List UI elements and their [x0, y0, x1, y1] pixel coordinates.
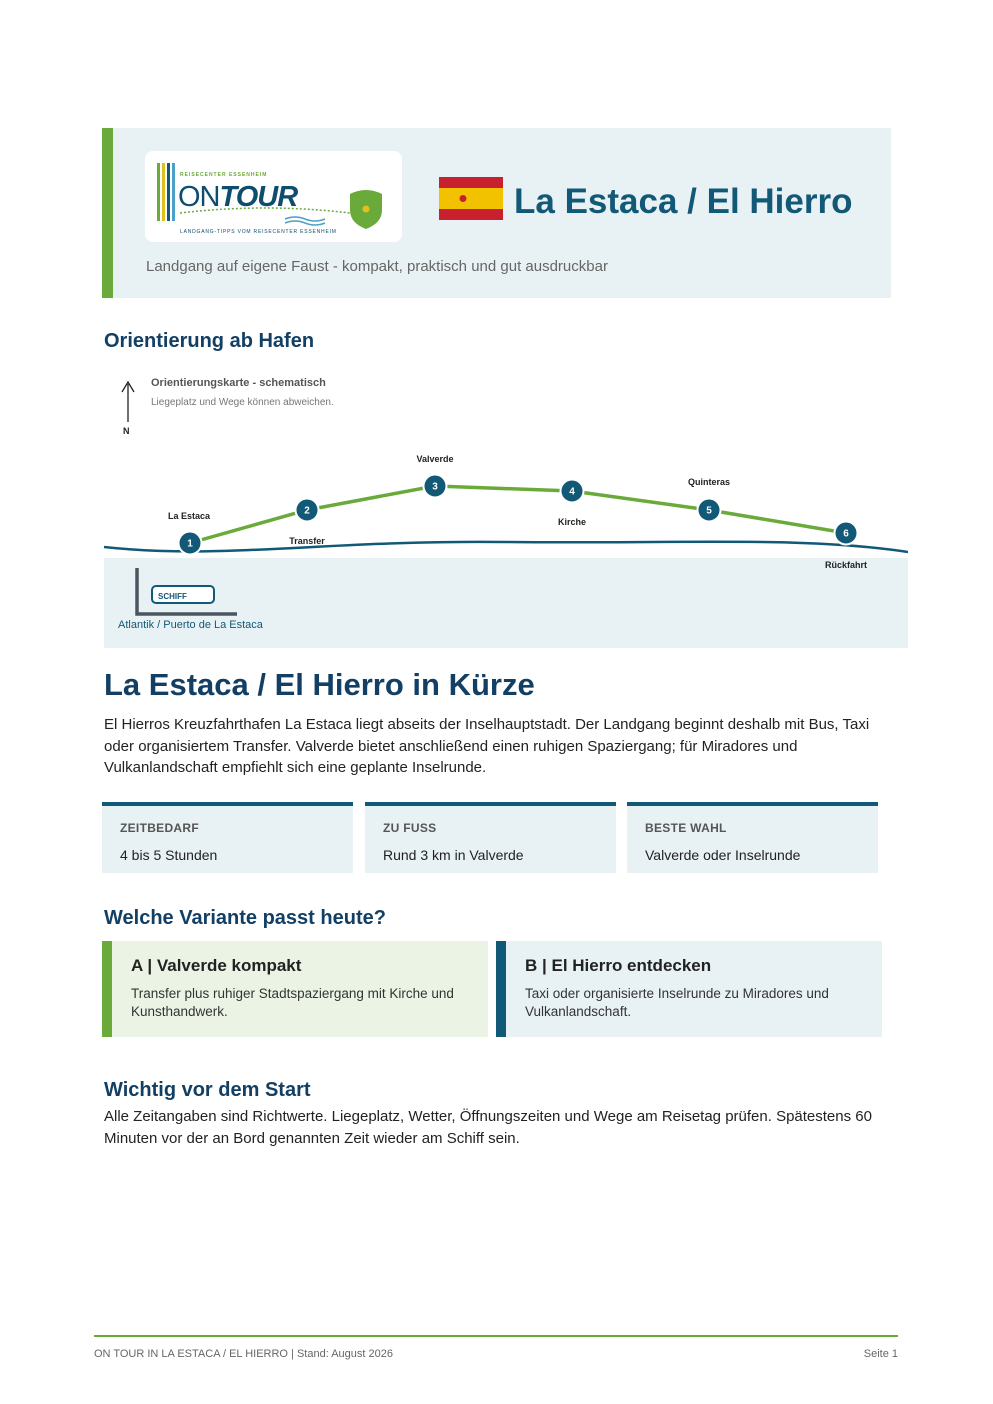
stop-label-4: Kirche — [557, 517, 587, 527]
info-card-time — [102, 802, 353, 873]
variants-heading: Welche Variante passt heute? — [104, 907, 386, 929]
svg-text:5: 5 — [706, 505, 712, 517]
svg-text:4: 4 — [569, 486, 575, 498]
orientation-heading: Orientierung ab Hafen — [104, 330, 315, 352]
spain-flag-icon — [439, 177, 503, 220]
ship-marker: SCHIFF — [151, 585, 215, 604]
svg-text:2: 2 — [304, 505, 310, 517]
footer-left: ON TOUR IN LA ESTACA / EL HIERRO | Stand: August 2026 — [94, 1348, 393, 1360]
header-accent-bar — [102, 128, 113, 298]
harbor-label: Atlantik / Puerto de La Estaca — [118, 619, 263, 631]
stop-marker-4 — [561, 480, 584, 503]
svg-text:6: 6 — [843, 528, 849, 540]
stop-label-2: Transfer — [289, 536, 325, 546]
info-card-best-choice — [627, 802, 878, 873]
orientation-map — [104, 370, 908, 650]
card-label: ZU FUSS — [383, 821, 437, 835]
card-value: Rund 3 km in Valverde — [383, 847, 524, 863]
map-note: Liegeplatz und Wege können abweichen. — [151, 397, 334, 408]
page-subtitle: Landgang auf eigene Faust - kompakt, praktisch und gut ausdruckbar — [146, 258, 608, 275]
card-label: ZEITBEDARF — [120, 821, 199, 835]
summary-title: La Estaca / El Hierro in Kürze — [104, 667, 535, 702]
logo-bottom-line: LANDGANG-TIPPS VOM REISECENTER ESSENHEIM — [180, 229, 337, 235]
stop-label-6: Rückfahrt — [824, 560, 868, 570]
logo-top-line: REISECENTER ESSENHEIM — [180, 172, 268, 178]
stop-marker-3 — [424, 475, 447, 498]
logo-title: ONTOUR — [178, 181, 298, 213]
stop-marker-6 — [835, 522, 858, 545]
page-title: La Estaca / El Hierro — [514, 182, 853, 221]
variant-a-text: Transfer plus ruhiger Stadtspaziergang mit Kirche und Kunsthandwerk. — [131, 986, 454, 1019]
page-number: Seite 1 — [863, 1348, 898, 1360]
variant-b-title: B | El Hierro entdecken — [525, 956, 712, 975]
stop-marker-2 — [296, 499, 319, 522]
variant-b-card — [496, 941, 882, 1037]
stop-marker-1 — [179, 532, 202, 555]
stop-label-5: Quinteras — [687, 477, 731, 487]
info-card-walking — [365, 802, 616, 873]
variant-a-card — [102, 941, 488, 1037]
footer-divider — [94, 1335, 898, 1337]
stop-label-1: La Estaca — [167, 511, 211, 521]
route-line — [190, 486, 846, 543]
stop-label-3: Valverde — [416, 454, 454, 464]
card-value: Valverde oder Inselrunde — [645, 847, 801, 863]
stop-marker-5 — [698, 499, 721, 522]
card-value: 4 bis 5 Stunden — [120, 847, 218, 863]
important-heading: Wichtig vor dem Start — [104, 1079, 311, 1101]
north-label: N — [123, 426, 130, 436]
card-label: BESTE WAHL — [645, 821, 727, 835]
map-title: Orientierungskarte - schematisch — [151, 377, 326, 389]
coastline — [104, 542, 908, 552]
svg-text:1: 1 — [187, 538, 193, 550]
variant-a-title: A | Valverde kompakt — [131, 956, 302, 975]
variant-b-text: Taxi oder organisierte Inselrunde zu Miradores und Vulkanlandschaft. — [525, 986, 829, 1019]
summary-intro: El Hierros Kreuzfahrthafen La Estaca liegt abseits der Inselhauptstadt. Der Landgang beginnt deshalb mit Bus, Taxi oder organisiertem Transfer. Valverde bietet anschließend einen ruhigen Spaziergang; für Miradores und Vulkanlandschaft empfiehlt sich eine geplante Inselrunde. — [104, 716, 870, 776]
important-text: Alle Zeitangaben sind Richtwerte. Liegeplatz, Wetter, Öffnungszeiten und Wege am Reisetag prüfen. Spätestens 60 Minuten vor der an Bord genannten Zeit wieder am Schiff sein. — [104, 1108, 872, 1147]
svg-text:3: 3 — [432, 481, 438, 493]
